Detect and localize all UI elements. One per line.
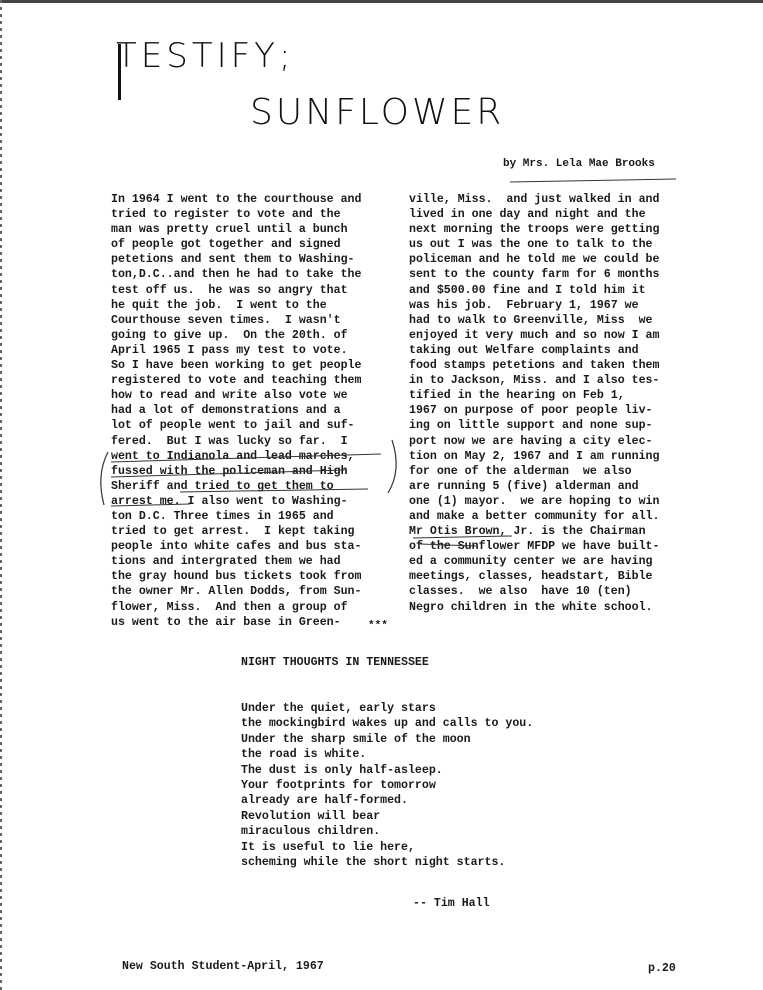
- article-line: Courthouse seven times. I wasn't: [111, 313, 341, 327]
- article-line: for one of the alderman we also: [409, 464, 632, 478]
- article-line: had a lot of demonstrations and a: [111, 404, 341, 418]
- article-line: fussed with the policeman and High: [111, 464, 348, 478]
- article-line: are running 5 (five) alderman and: [409, 479, 639, 493]
- poem-body: [241, 701, 533, 870]
- poem-line: Under the sharp smile of the moon: [241, 732, 471, 746]
- handwritten-bracket-left: [101, 452, 108, 505]
- poem-title: NIGHT THOUGHTS IN TENNESSEE: [241, 656, 429, 669]
- poem-line: Revolution will bear: [241, 809, 381, 823]
- article-line: Negro children in the white school.: [409, 600, 653, 614]
- article-line: tions and intergrated them we had: [111, 555, 341, 569]
- article-line: he quit the job. I went to the: [111, 298, 327, 312]
- article-line: went to Indianola and lead marches,: [111, 449, 355, 463]
- article-line: lot of people went to jail and suf-: [111, 419, 355, 433]
- article-line: 1967 on purpose of poor people liv-: [409, 404, 653, 418]
- article-line: people into white cafes and bus sta-: [111, 540, 362, 554]
- article-line: petetions and sent them to Washing-: [111, 253, 355, 267]
- article-line: taking out Welfare complaints and: [409, 343, 639, 357]
- article-line: policeman and he told me we could be: [409, 253, 660, 267]
- article-line: of the Sunflower MFDP we have built-: [409, 540, 660, 554]
- article-line: and $500.00 fine and I told him it: [409, 283, 646, 297]
- poem-line: the mockingbird wakes up and calls to you.: [241, 717, 534, 731]
- article-line: port now we are having a city elec-: [409, 434, 653, 448]
- poem-line: Your footprints for tomorrow: [241, 779, 436, 793]
- article-line: tified in the hearing on Feb 1,: [409, 389, 625, 403]
- page-title: TESTIFY;: [116, 36, 295, 76]
- article-line: man was pretty cruel until a bunch: [111, 223, 348, 237]
- article-line: In 1964 I went to the courthouse and: [111, 193, 362, 206]
- article-line: flower, Miss. And then a group of: [111, 600, 348, 614]
- poem-line: miraculous children.: [241, 825, 381, 839]
- poem-line: scheming while the short night starts.: [241, 856, 506, 870]
- article-line: ing on little support and none sup-: [409, 419, 653, 433]
- article-line: us went to the air base in Green-: [111, 615, 341, 629]
- article-line: ton,D.C..and then he had to take the: [111, 268, 362, 282]
- byline: by Mrs. Lela Mae Brooks: [503, 158, 655, 170]
- page-binding-edge: [0, 0, 2, 990]
- article-line: Mr Otis Brown, Jr. is the Chairman: [409, 525, 646, 539]
- article-line: going to give up. On the 20th. of: [111, 328, 348, 342]
- poem-line: already are half-formed.: [241, 794, 408, 808]
- article-line: had to walk to Greenville, Miss we: [409, 313, 653, 327]
- article-line: food stamps petetions and taken them: [409, 359, 660, 373]
- handwritten-bracket-right: [388, 440, 396, 493]
- article-line: April 1965 I pass my test to vote.: [111, 343, 348, 357]
- article-line: arrest me. I also went to Washing-: [111, 494, 348, 508]
- poem-line: The dust is only half-asleep.: [241, 763, 443, 777]
- article-column-right: [409, 192, 681, 615]
- article-line: in to Jackson, Miss. and I also tes-: [409, 374, 660, 388]
- article-line: of people got together and signed: [111, 238, 341, 252]
- article-line: So I have been working to get people: [111, 359, 362, 373]
- article-line: one (1) mayor. we are hoping to win: [409, 494, 660, 508]
- article-line: classes. we also have 10 (ten): [409, 585, 632, 599]
- footer-page-number: p.20: [648, 962, 676, 975]
- article-line: fered. But I was lucky so far. I: [111, 434, 348, 448]
- article-line: test off us. he was so angry that: [111, 283, 348, 297]
- article-line: and make a better community for all.: [409, 509, 660, 523]
- article-line: ed a community center we are having: [409, 555, 653, 569]
- article-line: lived in one day and night and the: [409, 208, 646, 222]
- article-line: enjoyed it very much and so now I am: [409, 328, 660, 342]
- article-line: the owner Mr. Allen Dodds, from Sun-: [111, 585, 362, 599]
- poem-author: -- Tim Hall: [413, 897, 490, 910]
- byline-underline: [510, 179, 676, 183]
- article-line: ville, Miss. and just walked in and: [409, 193, 660, 206]
- poem-line: Under the quiet, early stars: [241, 702, 436, 715]
- article-line: tion on May 2, 1967 and I am running: [409, 449, 660, 463]
- article-line: registered to vote and teaching them: [111, 374, 362, 388]
- page-subtitle: SUNFLOWER: [250, 92, 505, 133]
- article-line: next morning the troops were getting: [409, 223, 660, 237]
- article-line: meetings, classes, headstart, Bible: [409, 570, 653, 584]
- article-line: ton D.C. Three times in 1965 and: [111, 509, 334, 523]
- article-line: tried to get arrest. I kept taking: [111, 525, 355, 539]
- page-edge: [0, 0, 763, 3]
- article-line: tried to register to vote and the: [111, 208, 341, 222]
- footer-publication: New South Student-April, 1967: [122, 960, 324, 973]
- article-line: Sheriff and tried to get them to: [111, 479, 334, 493]
- article-line: the gray hound bus tickets took from: [111, 570, 362, 584]
- section-separator: ***: [368, 620, 388, 632]
- article-column-left: [111, 192, 383, 630]
- article-line: was his job. February 1, 1967 we: [409, 298, 639, 312]
- poem-line: the road is white.: [241, 748, 367, 762]
- article-line: sent to the county farm for 6 months: [409, 268, 660, 282]
- article-line: how to read and write also vote we: [111, 389, 348, 403]
- poem-line: It is useful to lie here,: [241, 840, 415, 854]
- article-line: us out I was the one to talk to the: [409, 238, 653, 252]
